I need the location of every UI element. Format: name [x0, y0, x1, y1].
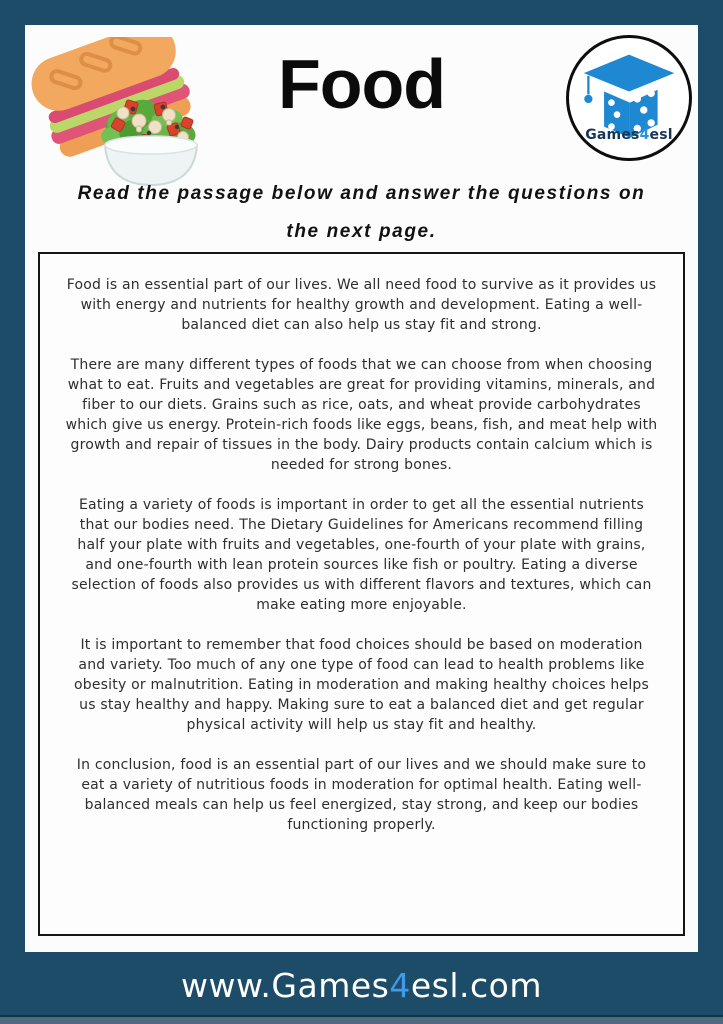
games4esl-logo [566, 35, 692, 161]
header [25, 33, 698, 183]
passage-paragraph-2: There are many different types of foods that we can choose from when choosing what to eat. Fruits and vegetables are great for providing vitamins, minerals, and fiber to our diets. Grains such as rice, oats, and wheat provide carbohydrates which give us energy. Protein-rich foods like eggs, beans, fish, and meat help with growth and repair of tissues in the body. Dairy products contain calcium which is needed for strong bones. [65, 357, 658, 473]
footer-url-suffix: esl.com [410, 965, 542, 1005]
footer-url [181, 966, 542, 1005]
footer [0, 952, 723, 1024]
sandwich-salad-illustration [27, 37, 212, 187]
passage-paragraph-5: In conclusion, food is an essential part of our lives and we should make sure to eat a variety of nutritious foods in moderation for optimal health. Eating well-balanced meals can help us feel energized, stay strong, and keep our bodies functioning properly. [76, 757, 647, 833]
page-title: Food [277, 45, 446, 123]
footer-edge [0, 1017, 723, 1024]
footer-url-accent: 4 [389, 965, 411, 1005]
footer-url-prefix: www.Games [180, 965, 390, 1005]
logo-brand-prefix: Games [585, 127, 640, 143]
passage-paragraph-4: It is important to remember that food choices should be based on moderation and variety. Too much of any one type of food can lead to health problems like obesity or malnutrition. Eating in moderation and making healthy choices helps us stay healthy and happy. Making sure to eat a balanced diet and get regular physical activity will help us stay fit and healthy. [74, 637, 649, 733]
logo-brand-suffix: esl [649, 127, 673, 143]
passage-box [38, 252, 685, 936]
worksheet-sheet [25, 25, 698, 952]
passage-paragraph-1: Food is an essential part of our lives. We all need food to survive as it provides us with energy and nutrients for healthy growth and development. Eating a well-balanced diet can also help us stay fit and strong. [66, 277, 657, 333]
logo-brand-accent: 4 [639, 127, 650, 143]
passage-paragraph-3: Eating a variety of foods is important in order to get all the essential nutrients that our bodies need. The Dietary Guidelines for Americans recommend filling half your plate with fruits and vegetables, one-fourth of your plate with grains, and one-fourth with lean protein sources like fish or poultry. Eating a diverse selection of foods also provides us with different flavors and textures, which can make eating more enjoyable. [71, 497, 652, 613]
logo-brand-text [569, 127, 689, 143]
instruction-text: Read the passage below and answer the questions on the next page. [77, 183, 646, 242]
